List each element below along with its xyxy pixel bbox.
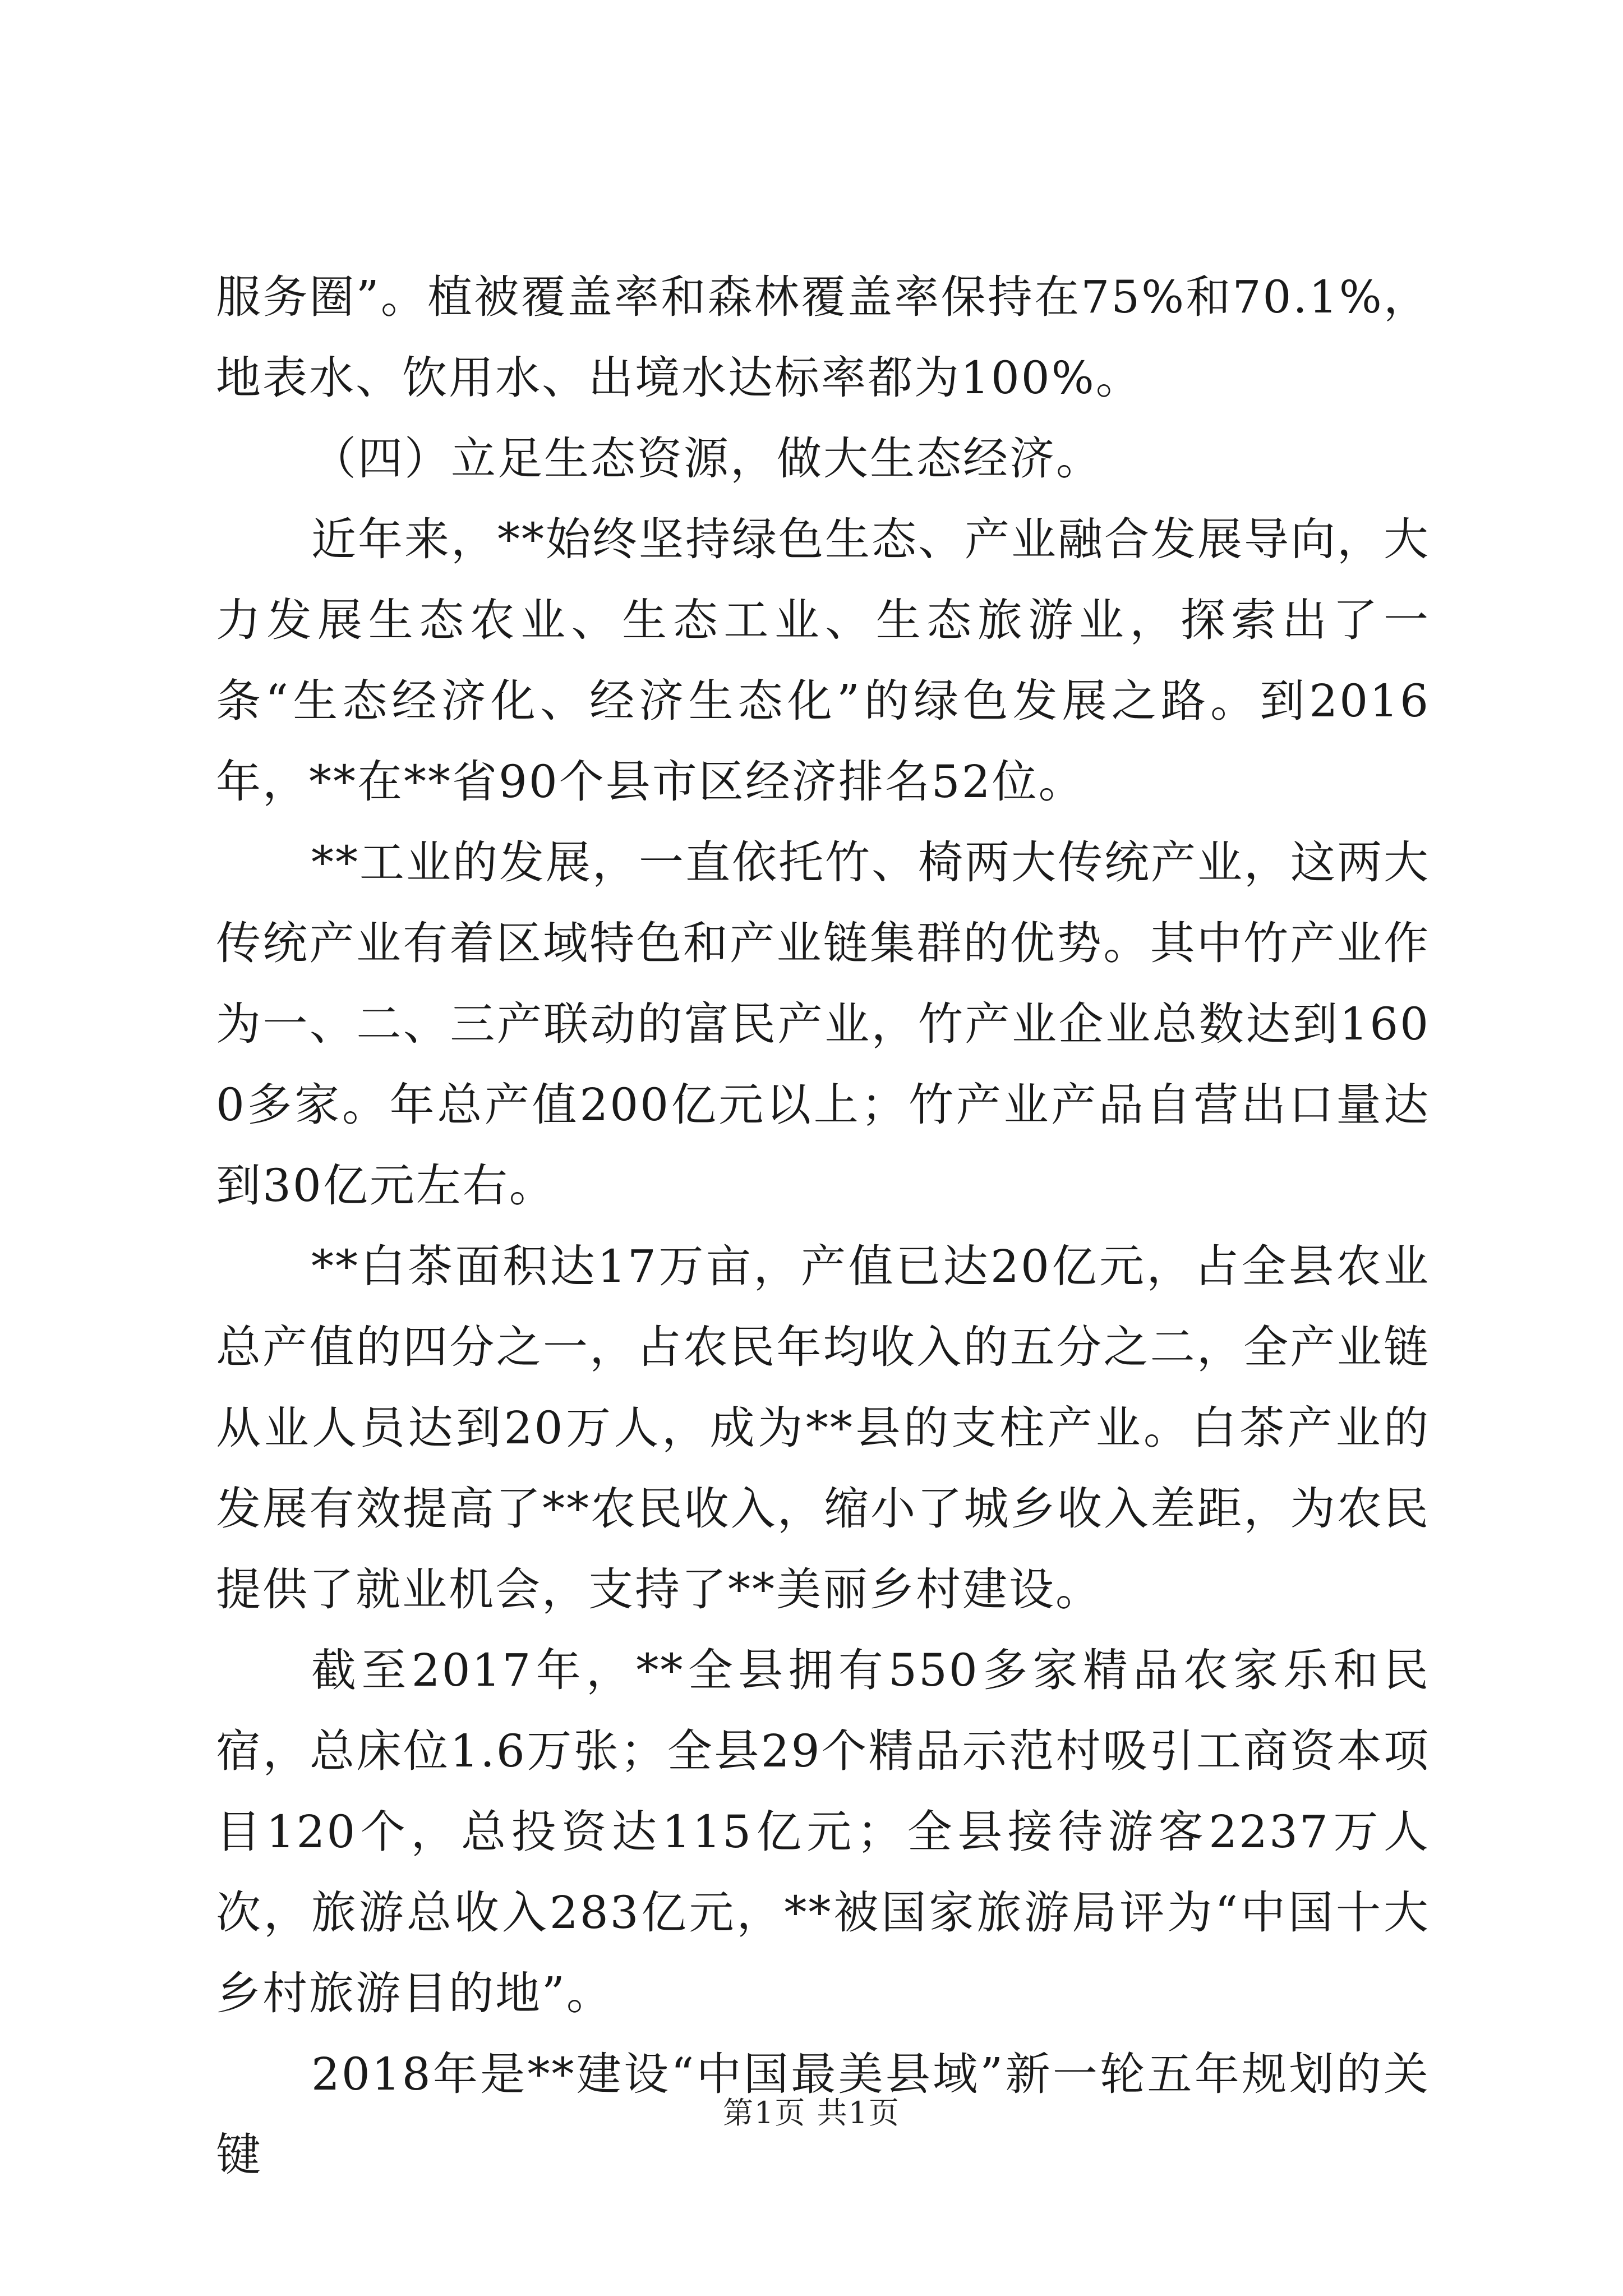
paragraph-tourism: 截至2017年，**全县拥有550多家精品农家乐和民宿，总床位1.6万张；全县29个精品示范村吸引工商资本项目120个，总投资达115亿元；全县接待游客2237万人次，旅游总收入283亿元，**被国家旅游局评为“中国十大乡村旅游目的地”。 xyxy=(216,1644,1430,2019)
paragraph-overview: 近年来，**始终坚持绿色生态、产业融合发展导向，大力发展生态农业、生态工业、生态旅游业，探索出了一条“生态经济化、经济生态化”的绿色发展之路。到2016年，**在**省90个县市区经济排名52位。 xyxy=(216,513,1430,808)
paragraph-white-tea: **白茶面积达17万亩，产值已达20亿元，占全县农业总产值的四分之一，占农民年均收入的五分之二，全产业链从业人员达到20万人，成为**县的支柱产业。白茶产业的发展有效提高了**农民收入，缩小了城乡收入差距，为农民提供了就业机会，支持了**美丽乡村建设。 xyxy=(216,1240,1430,1616)
page-number-footer: 第1页 共1页 xyxy=(723,2095,900,2131)
paragraph-2018-plan: 2018年是**建设“中国最美县域”新一轮五年规划的关键 xyxy=(216,2048,1430,2181)
document-body xyxy=(216,257,1430,2196)
section-heading: （四）立足生态资源，做大生态经济。 xyxy=(311,432,1103,485)
paragraph-industry: **工业的发展，一直依托竹、椅两大传统产业，这两大传统产业有着区域特色和产业链集群的优势。其中竹产业作为一、二、三产联动的富民产业，竹产业企业总数达到1600多家。年总产值200亿元以上；竹产业产品自营出口量达到30亿元左右。 xyxy=(216,836,1430,1212)
paragraph-continued: 服务圈”。植被覆盖率和森林覆盖率保持在75%和70.1%，地表水、饮用水、出境水达标率都为100%。 xyxy=(216,271,1430,404)
